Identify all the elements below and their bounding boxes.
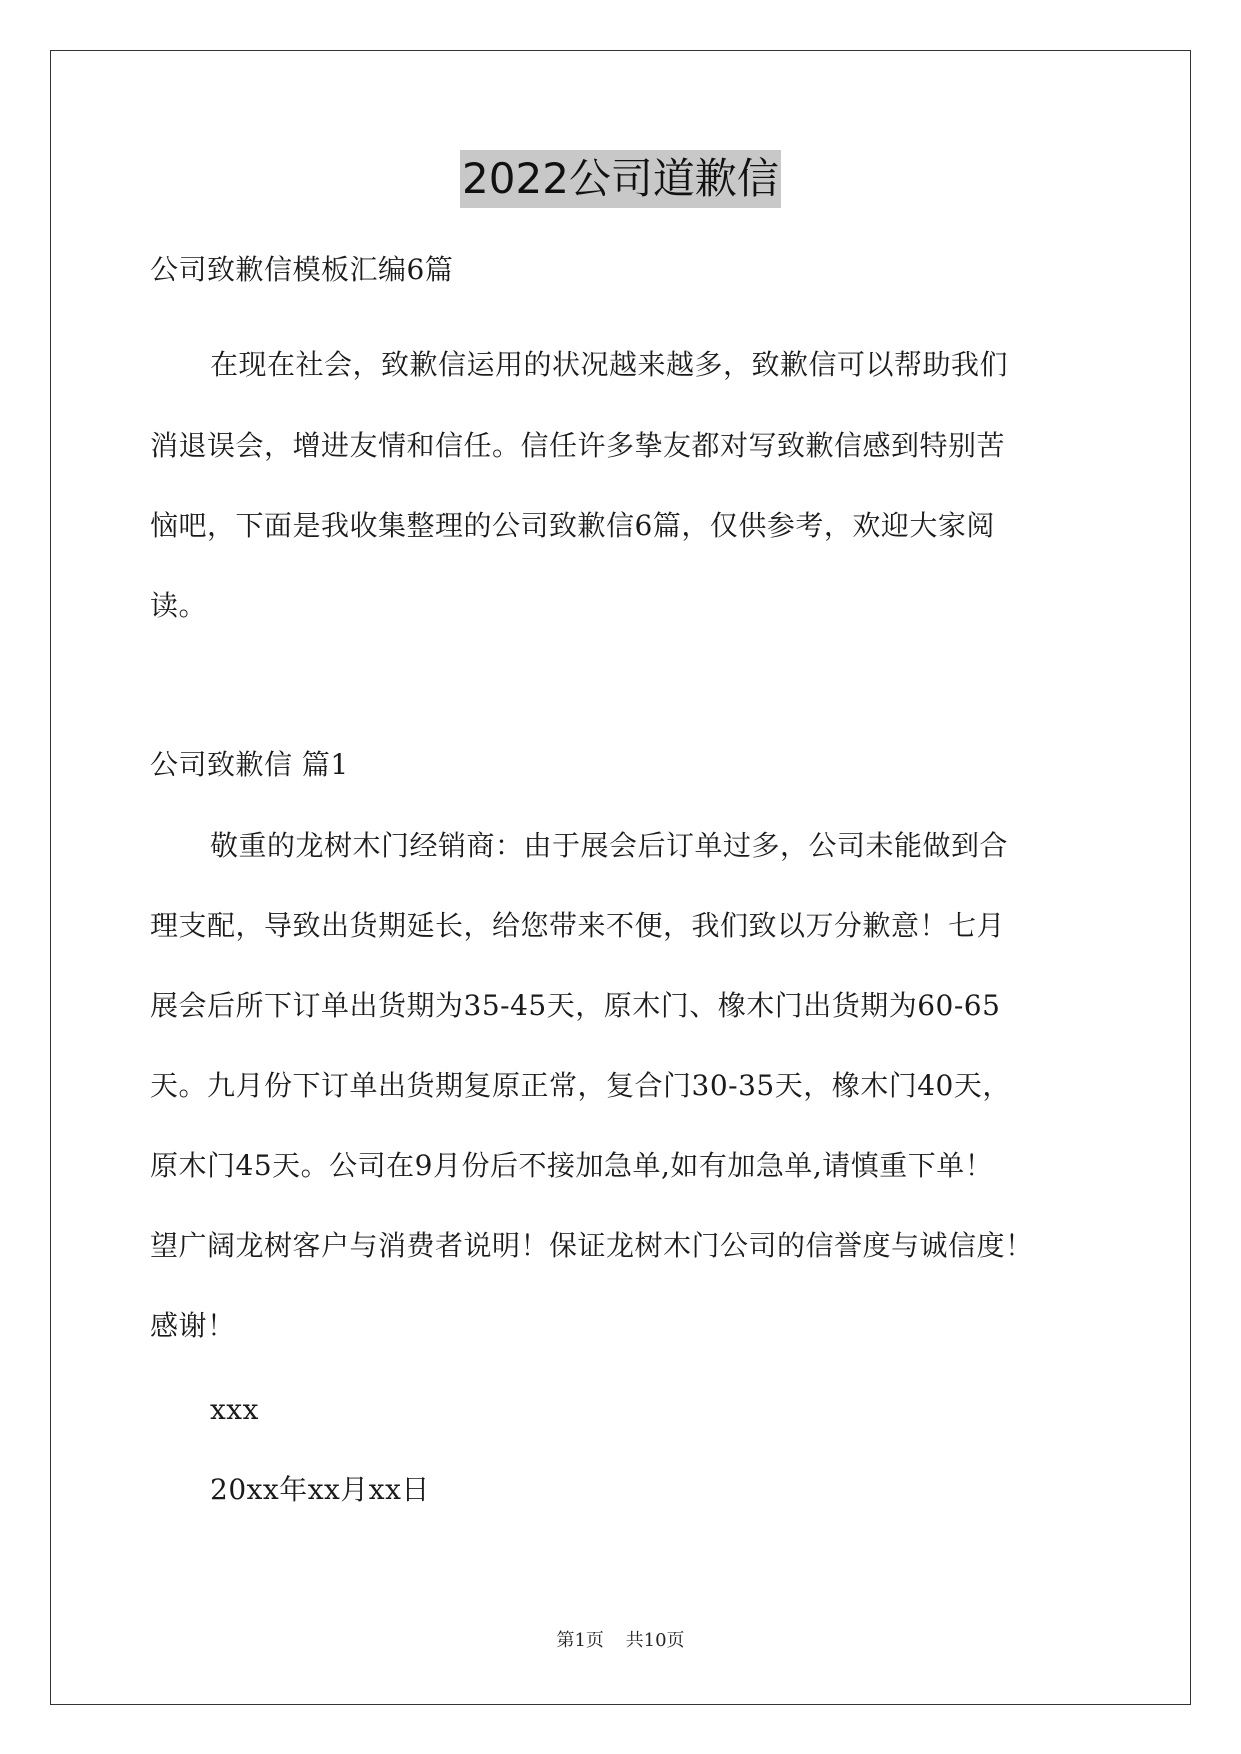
intro-line: 读。 [150, 589, 208, 622]
letter-line: 望广阔龙树客户与消费者说明！保证龙树木门公司的信誉度与诚信度！ [150, 1229, 1034, 1262]
page-footer [0, 1629, 1241, 1653]
page-total: 共10页 [625, 1630, 685, 1651]
page-border [50, 50, 1191, 1705]
signature: xxx [210, 1393, 259, 1426]
intro-line: 恼吧，下面是我收集整理的公司致歉信6篇，仅供参考，欢迎大家阅 [150, 509, 995, 542]
letter-line: 感谢！ [150, 1309, 236, 1342]
title-container [0, 150, 1241, 208]
page-number: 第1页 [556, 1630, 604, 1651]
intro-line: 消退误会，增进友情和信任。信任许多挚友都对写致歉信感到特别苦 [150, 429, 1006, 462]
document-title: 2022公司道歉信 [460, 150, 781, 208]
letter-line: 敬重的龙树木门经销商：由于展会后订单过多，公司未能做到合 [210, 829, 1009, 862]
letter-line: 展会后所下订单出货期为35-45天，原木门、橡木门出货期为60-65 [150, 989, 1001, 1022]
letter-line: 理支配，导致出货期延长，给您带来不便，我们致以万分歉意！七月 [150, 909, 1006, 942]
letter-date: 20xx年xx月xx日 [210, 1473, 430, 1506]
intro-line: 在现在社会，致歉信运用的状况越来越多，致歉信可以帮助我们 [210, 348, 1009, 381]
section-heading: 公司致歉信 篇1 [150, 748, 349, 781]
letter-line: 原木门45天。公司在9月份后不接加急单,如有加急单,请慎重下单！ [150, 1149, 994, 1182]
letter-line: 天。九月份下订单出货期复原正常，复合门30-35天，橡木门40天， [150, 1069, 1011, 1102]
document-subtitle: 公司致歉信模板汇编6篇 [150, 253, 454, 286]
